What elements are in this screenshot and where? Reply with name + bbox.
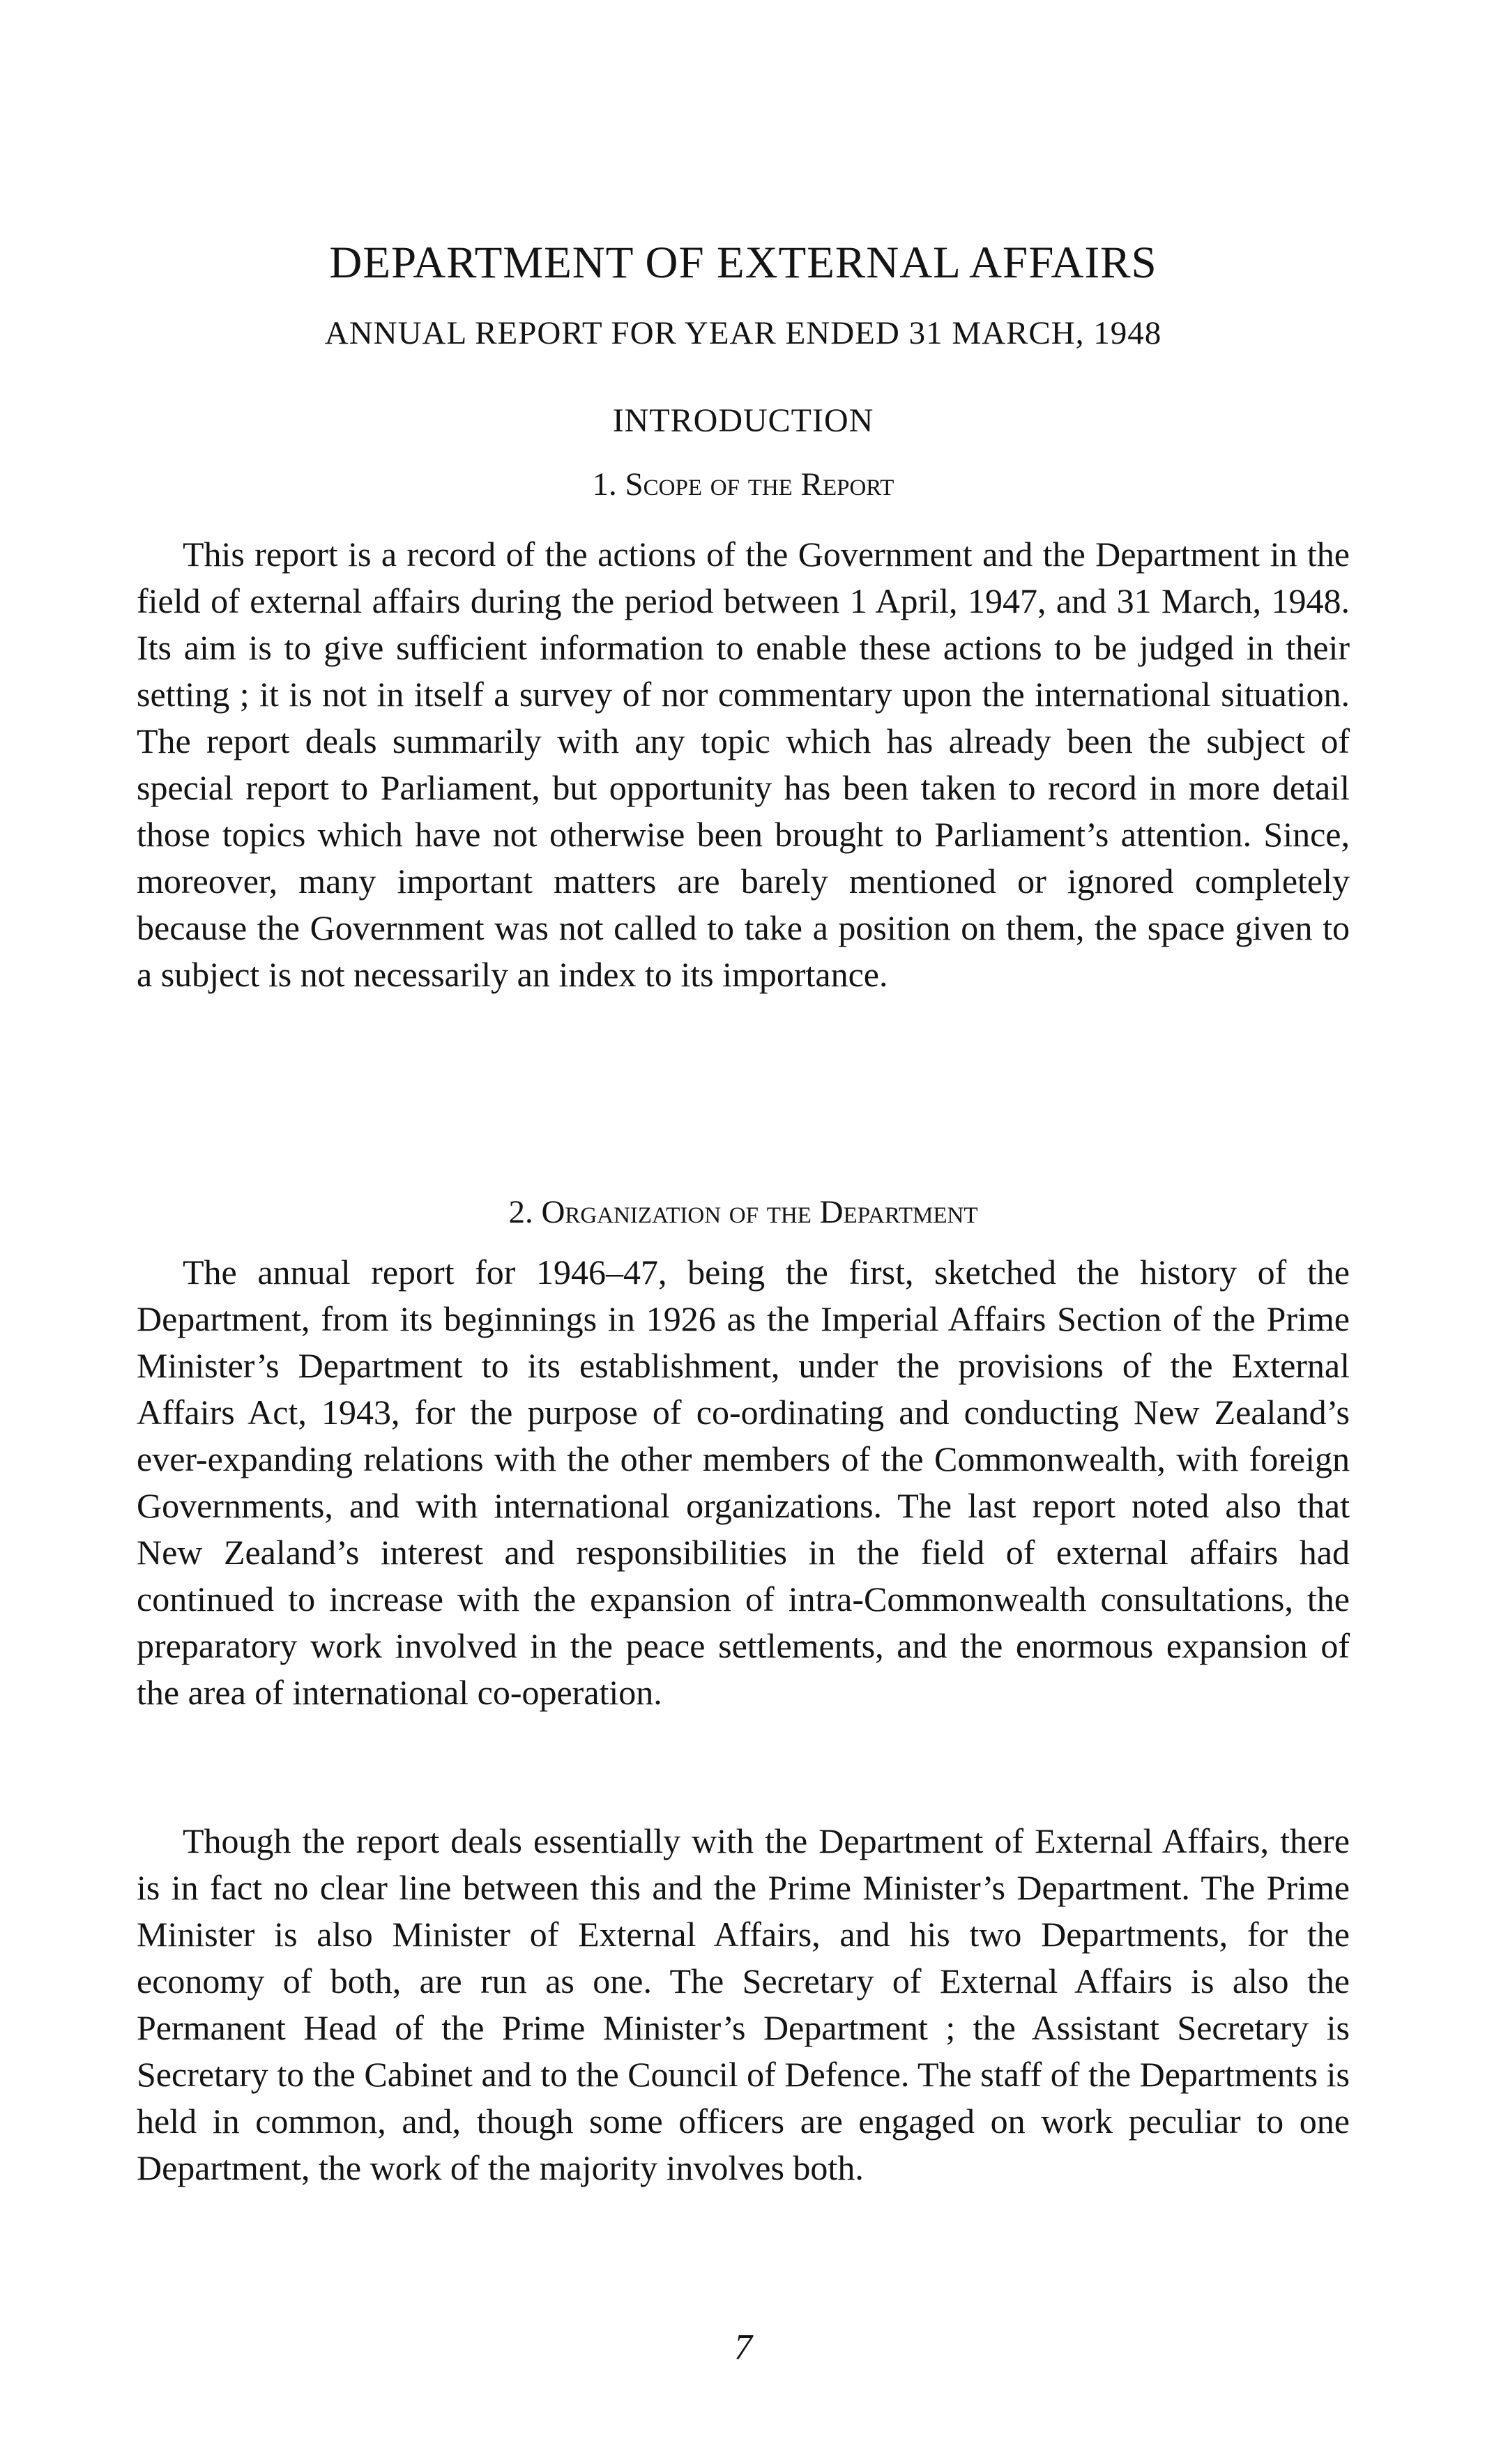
document-subtitle: ANNUAL REPORT FOR YEAR ENDED 31 MARCH, 1948 (324, 315, 1162, 351)
document-page (137, 0, 1350, 2464)
paragraph: This report is a record of the actions of the Government and the Department in the field of external affairs during the period between 1 April, 1947, and 31 March, 1948. Its aim is to give sufficient information to enable these actions to be judged in their setting ; it is not in itself a survey of nor commentary upon the international situation. The report deals summarily with any topic which has already been the subject of special report to Parliament, but opportunity has been taken to record in more detail those topics which have not otherwise been brought to Parliament’s attention. Since, moreover, many important matters are barely mentioned or ignored completely because the Government was not called to take a position on them, the space given to a subject is not necessarily an index to its importance. (137, 535, 1350, 994)
organization-of-department-heading: 2. Organization of the Department (508, 1194, 978, 1230)
paragraph: The annual report for 1946–47, being the first, sketched the history of the Department, from its beginnings in 1926 as the Imperial Affairs Section of the Prime Minister’s Department to its establishment, under the provisions of the External Affairs Act, 1943, for the purpose of co-ordinating and conducting New Zealand’s ever-expanding relations with the other members of the Commonwealth, with foreign Governments, and with international organizations. The last report noted also that New Zealand’s interest and responsibilities in the field of external affairs had continued to increase with the expansion of intra-Commonwealth consultations, the preparatory work involved in the peace settlements, and the enormous expansion of the area of international co-operation. (137, 1253, 1350, 1712)
document-title: DEPARTMENT OF EXTERNAL AFFAIRS (329, 238, 1157, 288)
page-number: 7 (734, 2327, 752, 2367)
scope-of-report-heading: 1. Scope of the Report (592, 466, 894, 503)
paragraph: Though the report deals essentially with the Department of External Affairs, there is in fact no clear line between this and the Prime Minister’s Department. The Prime Minister is also Minister of External Affairs, and his two Departments, for the economy of both, are run as one. The Secretary of External Affairs is also the Permanent Head of the Prime Minister’s Department ; the Assistant Secretary is Secretary to the Cabinet and to the Council of Defence. The staff of the Departments is held in common, and, though some officers are engaged on work peculiar to one Department, the work of the majority involves both. (137, 1821, 1350, 2187)
introduction-heading: INTRODUCTION (612, 402, 874, 439)
